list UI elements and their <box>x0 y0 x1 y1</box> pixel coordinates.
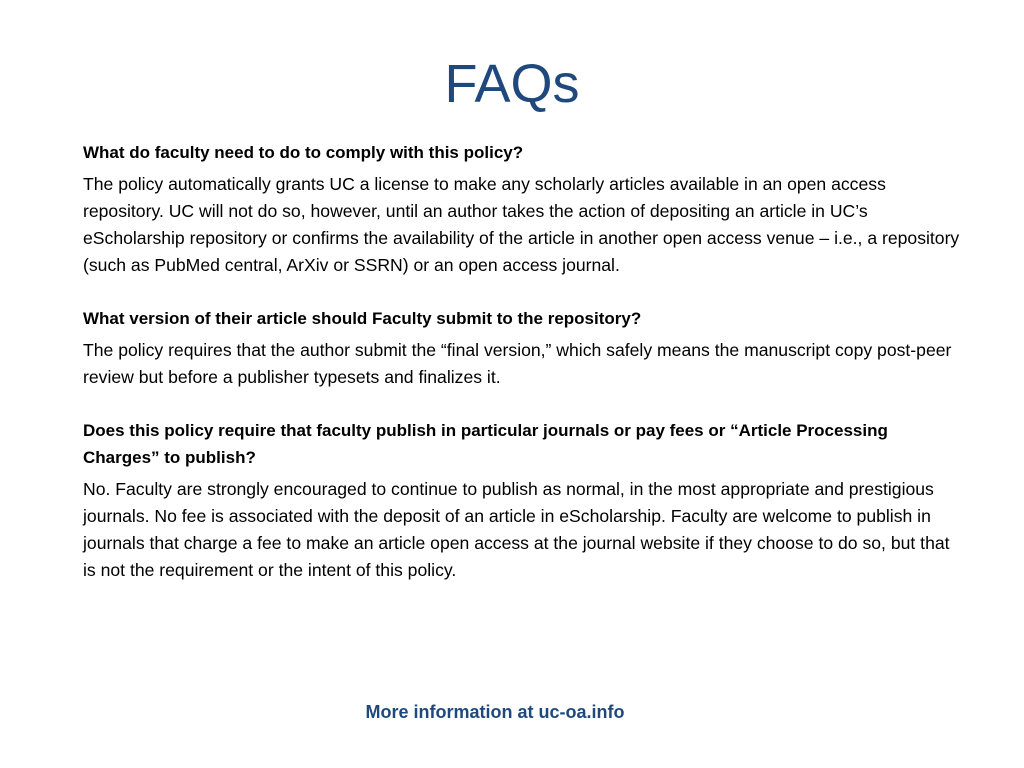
faq-list <box>83 139 963 610</box>
more-info-link[interactable]: More information at uc-oa.info <box>365 702 625 722</box>
faq-question: What version of their article should Faculty submit to the repository? <box>83 309 642 328</box>
faq-question: Does this policy require that faculty publish in particular journals or pay fees or “Article Processing Charges” to publish? <box>83 421 888 467</box>
faq-question: What do faculty need to do to comply with this policy? <box>83 143 524 162</box>
faq-item-compliance <box>83 139 963 279</box>
faq-answer: No. Faculty are strongly encouraged to continue to publish as normal, in the most appropriate and prestigious journals. No fee is associated with the deposit of an article in eScholarship. Faculty are welcome to publish in journals that charge a fee to make an article open access at the journal website if they choose to do so, but that is not the requirement or the intent of this policy. <box>83 479 950 580</box>
slide-title: FAQs <box>444 54 580 114</box>
faq-answer: The policy requires that the author submit the “final version,” which safely means the manuscript copy post-peer review but before a publisher typesets and finalizes it. <box>83 340 952 387</box>
faq-item-version <box>83 305 963 391</box>
faq-item-fees <box>83 417 963 584</box>
faq-answer: The policy automatically grants UC a license to make any scholarly articles available in an open access repository. UC will not do so, however, until an author takes the action of depositing an article in UC’s eScholarship repository or confirms the availability of the article in another open access venue – i.e., a repository (such as PubMed central, ArXiv or SSRN) or an open access journal. <box>83 174 960 275</box>
